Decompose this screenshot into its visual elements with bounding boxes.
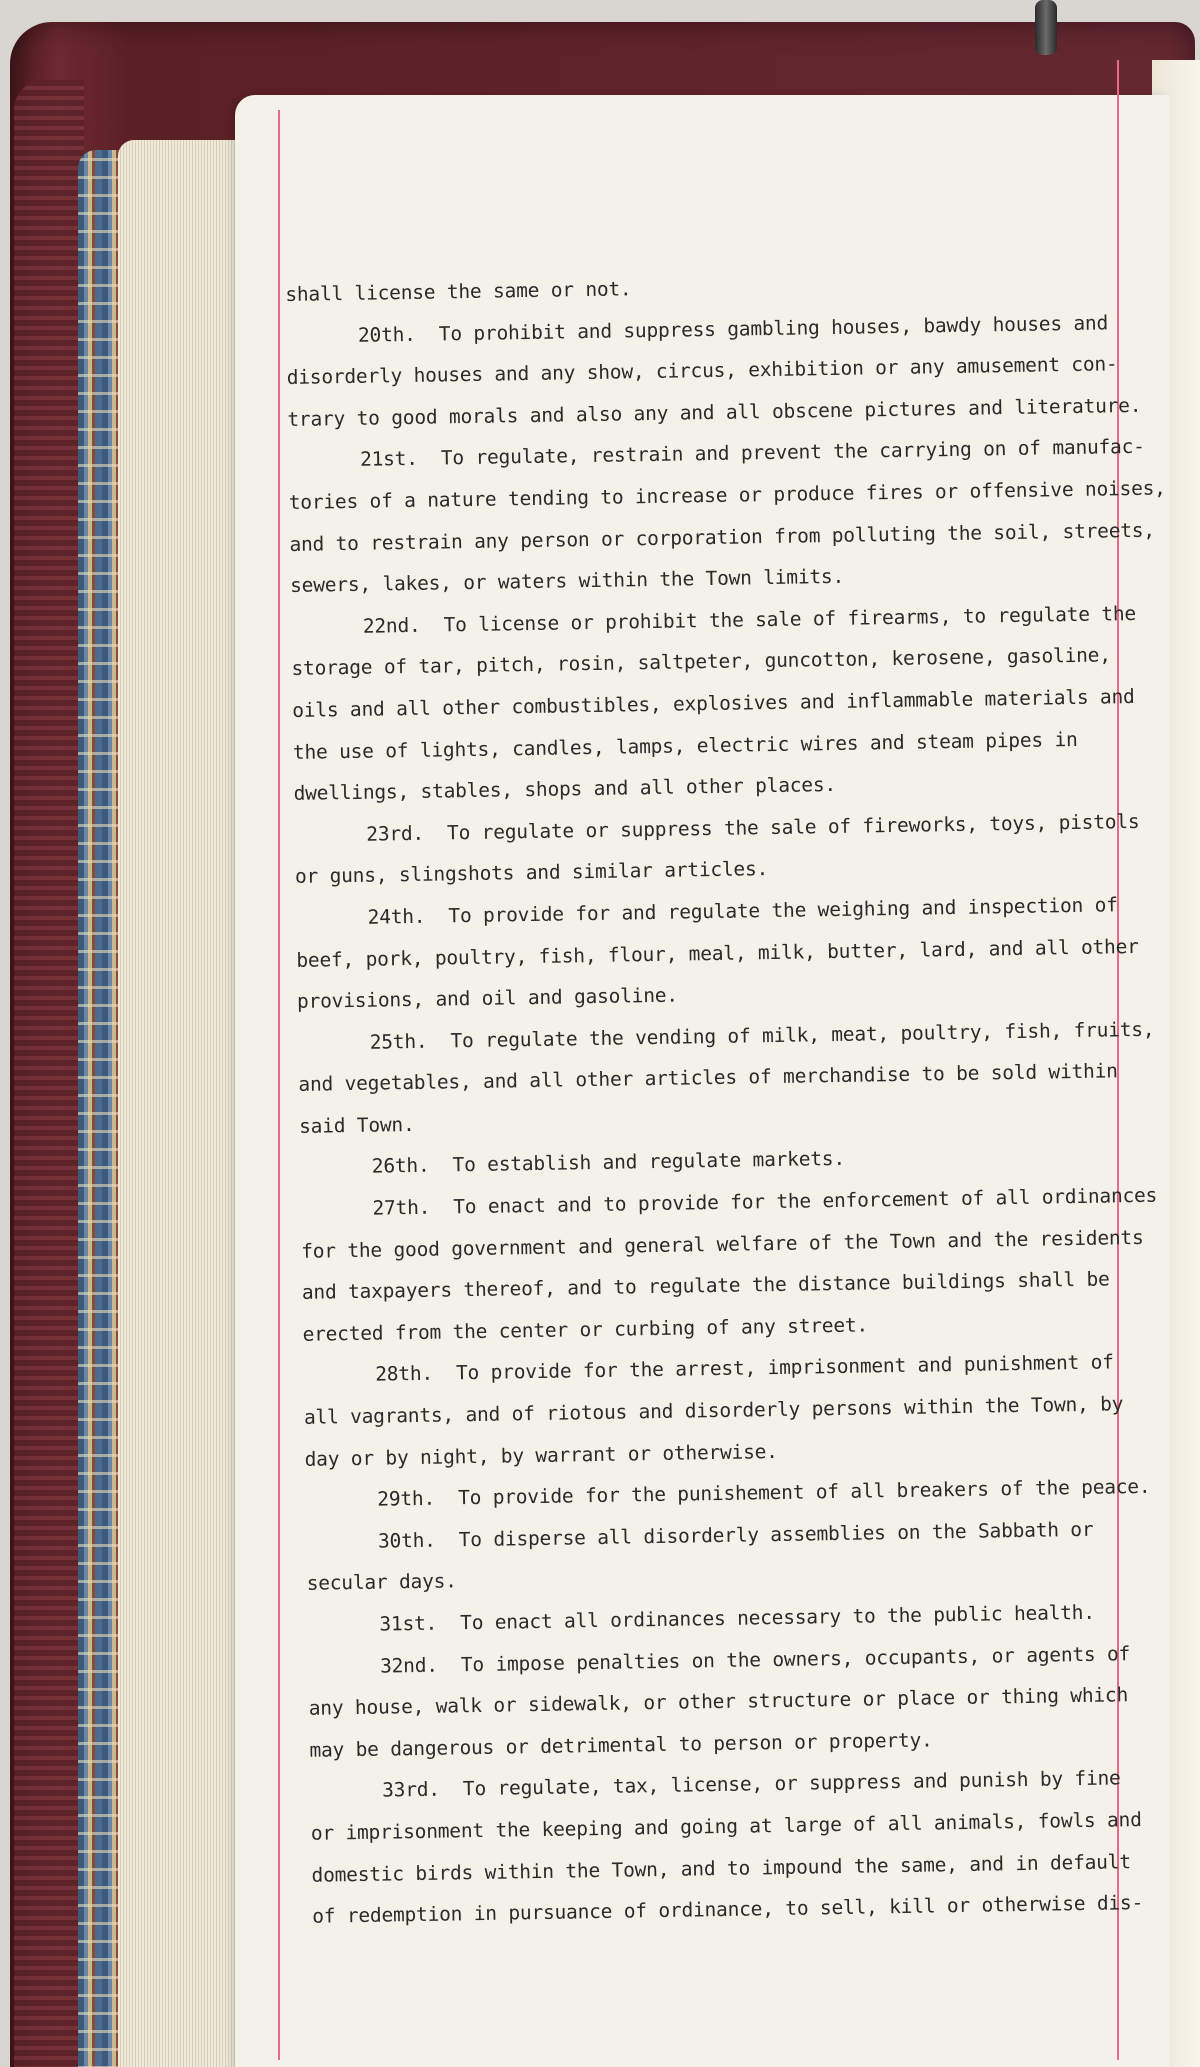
text-line: secular days. — [306, 1569, 457, 1596]
text-line: 27th. To enact and to provide for the enforcement of all ordinances — [372, 1183, 1158, 1220]
text-line: 29th. To provide for the punishement of all breakers of the peace. — [377, 1475, 1151, 1511]
text-line: 21st. To regulate, restrain and prevent the carrying on of manufac- — [359, 435, 1145, 472]
text-line: shall license the same or not. — [285, 277, 632, 306]
text-line: domestic birds within the Town, and to impound the same, and in default — [311, 1849, 1131, 1887]
text-line: all vagrants, and of riotous and disorderly persons within the Town, by — [303, 1392, 1124, 1429]
text-line: or imprisonment the keeping and going at large of all animals, fowls and — [310, 1807, 1142, 1845]
text-line: dwellings, stables, shops and all other places. — [293, 773, 837, 806]
text-line: 23rd. To regulate or suppress the sale of fireworks, toys, pistols — [366, 809, 1140, 846]
text-line: or guns, slingshots and similar articles. — [294, 857, 769, 889]
text-line: day or by night, by warrant or otherwise. — [304, 1439, 778, 1471]
text-line: for the good government and general welfare of the Town and the residents — [301, 1225, 1144, 1263]
text-line: 31st. To enact all ordinances necessary to the public health. — [379, 1600, 1095, 1636]
page-stack-edge — [118, 140, 248, 2067]
text-line: 32nd. To impose penalties on the owners, occupants, or agents of — [379, 1641, 1131, 1678]
left-margin-rule — [278, 110, 280, 2060]
text-line: any house, walk or sidewalk, or other structure or place or thing which — [308, 1683, 1129, 1720]
text-line: provisions, and oil and gasoline. — [296, 983, 679, 1013]
text-line: 24th. To provide for and regulate the weighing and inspection of — [367, 893, 1118, 929]
text-line: 22nd. To license or prohibit the sale of firearms, to regulate the — [362, 601, 1137, 638]
text-line: the use of lights, candles, lamps, electric wires and steam pipes in — [292, 727, 1078, 764]
typed-ordinance-text — [285, 259, 1192, 1937]
text-line: 25th. To regulate the vending of milk, meat, poultry, fish, fruits, — [369, 1017, 1155, 1054]
text-line: 20th. To prohibit and suppress gambling houses, bawdy houses and — [357, 310, 1109, 347]
text-line: 30th. To disperse all disorderly assemblies on the Sabbath or — [377, 1517, 1094, 1553]
text-line: and to restrain any person or corporation from polluting the soil, streets, — [289, 518, 1156, 556]
text-line: beef, pork, poultry, fish, flour, meal, milk, butter, lard, and all other — [296, 934, 1139, 972]
text-line: storage of tar, pitch, rosin, saltpeter, guncotton, kerosene, gasoline, — [291, 643, 1111, 681]
binder-clip — [1035, 0, 1057, 55]
text-line: said Town. — [298, 1112, 415, 1138]
text-line: disorderly houses and any show, circus, exhibition or any amusement con- — [286, 352, 1118, 390]
text-line: may be dangerous or detrimental to person or property. — [309, 1728, 933, 1762]
text-line: 28th. To provide for the arrest, imprisonment and punishment of — [375, 1350, 1114, 1387]
text-line: of redemption in pursuance of ordinance, to sell, kill or otherwise dis- — [312, 1891, 1144, 1928]
text-line: and taxpayers thereof, and to regulate the distance buildings shall be — [301, 1267, 1110, 1305]
text-line: oils and all other combustibles, explosives and inflammable materials and — [292, 684, 1135, 722]
text-line: trary to good morals and also any and all obscene pictures and literature. — [287, 393, 1142, 431]
text-line: sewers, lakes, or waters within the Town limits. — [289, 564, 845, 598]
binder-spine — [14, 80, 84, 2067]
text-line: tories of a nature tending to increase or produce fires or offensive noises, — [288, 476, 1166, 514]
text-line: 26th. To establish and regulate markets. — [371, 1147, 846, 1179]
text-line: 33rd. To regulate, tax, license, or suppress and punish by fine — [381, 1766, 1121, 1802]
text-line: and vegetables, and all other articles of merchandise to be sold within — [298, 1059, 1118, 1097]
text-line: erected from the center or curbing of any street. — [302, 1313, 869, 1346]
